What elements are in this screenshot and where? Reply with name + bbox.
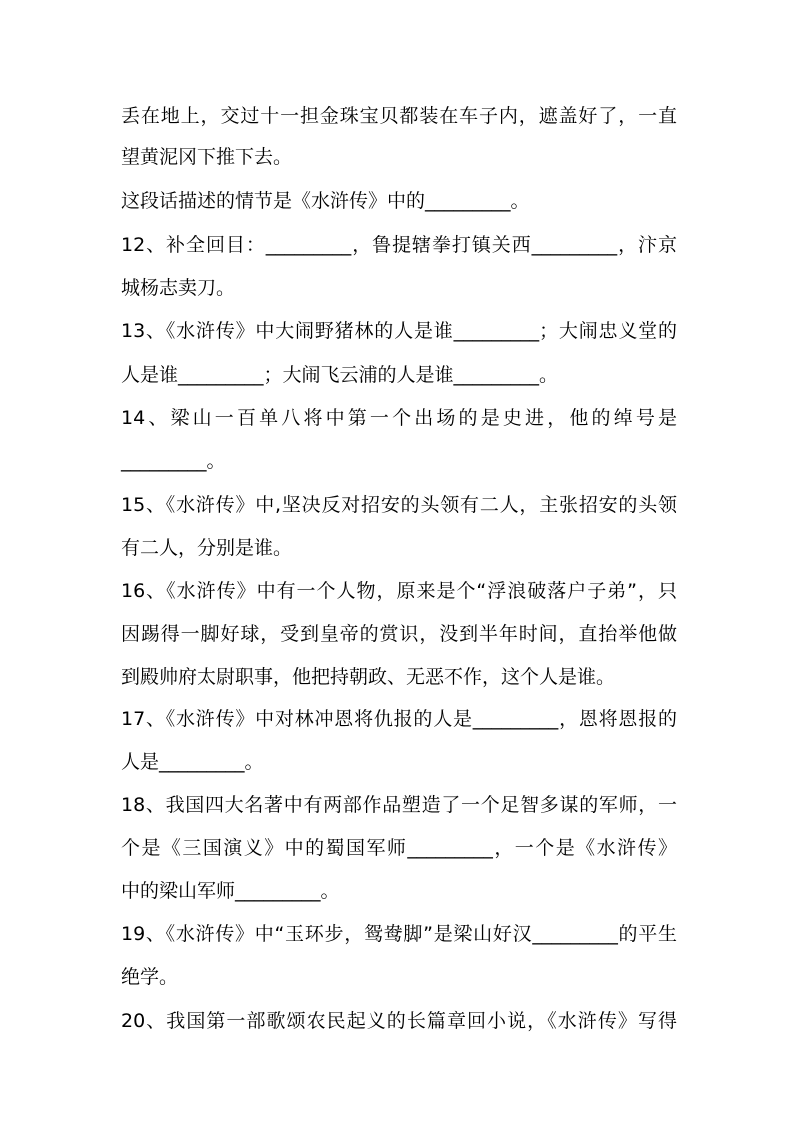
question-13-line: 13、《水浒传》中大闹野猪林的人是谁_________；大闹忠义堂的 [121, 320, 677, 342]
text-line: 丢在地上，交过十一担金珠宝贝都装在车子内，遮盖好了，一直 [121, 105, 677, 127]
question-15-line: 15、《水浒传》中,坚决反对招安的头领有二人，主张招安的头领 [121, 494, 677, 516]
text-line: 有二人，分别是谁。 [121, 537, 293, 559]
question-14-line: 14、梁山一百单八将中第一个出场的是史进，他的绰号是 [121, 407, 677, 429]
text-line: 城杨志卖刀。 [121, 277, 236, 299]
text-line: 个是《三国演义》中的蜀国军师_________，一个是《水浒传》 [121, 837, 677, 859]
question-17-line: 17、《水浒传》中对林冲恩将仇报的人是_________，恩将恩报的 [121, 708, 677, 730]
question-12-line: 12、补全回目：_________，鲁提辖拳打镇关西_________，汴京 [121, 234, 677, 256]
question-18-line: 18、我国四大名著中有两部作品塑造了一个足智多谋的军师，一 [121, 794, 677, 816]
text-line: _________。 [121, 450, 226, 472]
text-line: 人是_________。 [121, 751, 264, 773]
text-line: 这段话描述的情节是《水浒传》中的_________。 [121, 190, 530, 212]
text-line: 绝学。 [121, 966, 179, 988]
text-line: 因踢得一脚好球，受到皇帝的赏识，没到半年时间，直抬举他做 [121, 623, 677, 645]
question-16-line: 16、《水浒传》中有一个人物，原来是个“浮浪破落户子弟”，只 [121, 580, 677, 602]
question-20-line: 20、我国第一部歌颂农民起义的长篇章回小说，《水浒传》写得 [121, 1010, 677, 1032]
text-line: 人是谁_________；大闹飞云浦的人是谁_________。 [121, 364, 559, 386]
text-line: 到殿帅府太尉职事，他把持朝政、无恶不作，这个人是谁。 [121, 666, 616, 688]
text-line: 望黄泥冈下推下去。 [121, 146, 293, 168]
text-line: 中的梁山军师_________。 [121, 880, 340, 902]
question-19-line: 19、《水浒传》中“玉环步，鸳鸯脚”是梁山好汉_________的平生 [121, 923, 677, 945]
